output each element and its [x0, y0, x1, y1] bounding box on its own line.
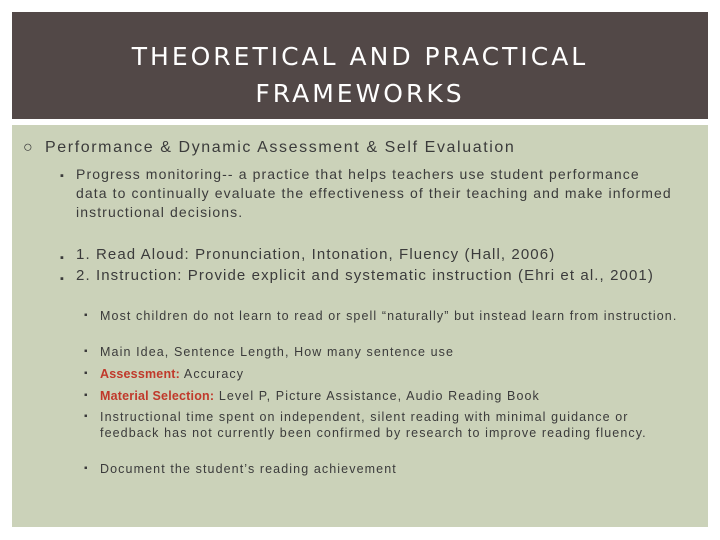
heading-text: Performance & Dynamic Assessment & Self Evaluation	[45, 139, 516, 156]
bullet-text: 1. Read Aloud: Pronunciation, Intonation, Fluency (Hall, 2006)	[76, 246, 556, 263]
list-item	[84, 388, 690, 404]
list-item	[84, 366, 690, 382]
assessment-text: Accuracy	[180, 367, 245, 381]
square-bullet-icon: ▪	[84, 411, 89, 422]
bullet-text: Main Idea, Sentence Length, How many sentence use	[100, 345, 455, 359]
list-item	[84, 461, 690, 477]
slide-title	[12, 38, 708, 112]
bullet-text: Instructional time spent on independent, silent reading with minimal guidance or feedback has not currently been confirmed by research to improve reading fluency.	[100, 410, 647, 440]
bullet-text	[100, 366, 690, 382]
bullet-text	[100, 388, 690, 404]
bullet-text: Progress monitoring-- a practice that helps teachers use student performance data to continually evaluate the effectiveness of their teaching and make informed instructional decisions.	[76, 166, 672, 220]
square-bullet-icon: ▪	[84, 346, 89, 357]
bullet-text: Document the student’s reading achievement	[100, 462, 397, 476]
bullet-text: Most children do not learn to read or spell “naturally” but instead learn from instruction.	[100, 309, 678, 323]
square-bullet-icon: ▪	[60, 252, 65, 264]
material-selection-label: Material Selection:	[100, 389, 215, 403]
slide-content	[12, 125, 708, 527]
slide-title-line-1: THEORETICAL AND PRACTICAL	[131, 42, 589, 71]
square-bullet-icon: ▪	[60, 273, 65, 285]
square-bullet-icon: ▪	[84, 310, 89, 321]
list-item	[60, 245, 676, 265]
list-item	[84, 308, 690, 324]
assessment-label: Assessment:	[100, 367, 181, 381]
square-bullet-icon: ▪	[84, 463, 89, 474]
bullet-text: 2. Instruction: Provide explicit and systematic instruction (Ehri et al., 2001)	[76, 267, 654, 284]
list-item	[84, 344, 690, 360]
list-item	[60, 165, 676, 222]
slide-title-bar	[12, 12, 708, 119]
list-item	[84, 409, 690, 441]
square-bullet-icon: ▪	[60, 170, 65, 182]
square-bullet-icon: ▪	[84, 368, 89, 379]
hollow-circle-icon: ○	[23, 139, 35, 156]
slide-title-line-2: FRAMEWORKS	[255, 79, 465, 108]
material-selection-text: Level P, Picture Assistance, Audio Reading Book	[214, 389, 540, 403]
heading-item	[23, 139, 516, 157]
list-item	[60, 266, 676, 286]
square-bullet-icon: ▪	[84, 390, 89, 401]
